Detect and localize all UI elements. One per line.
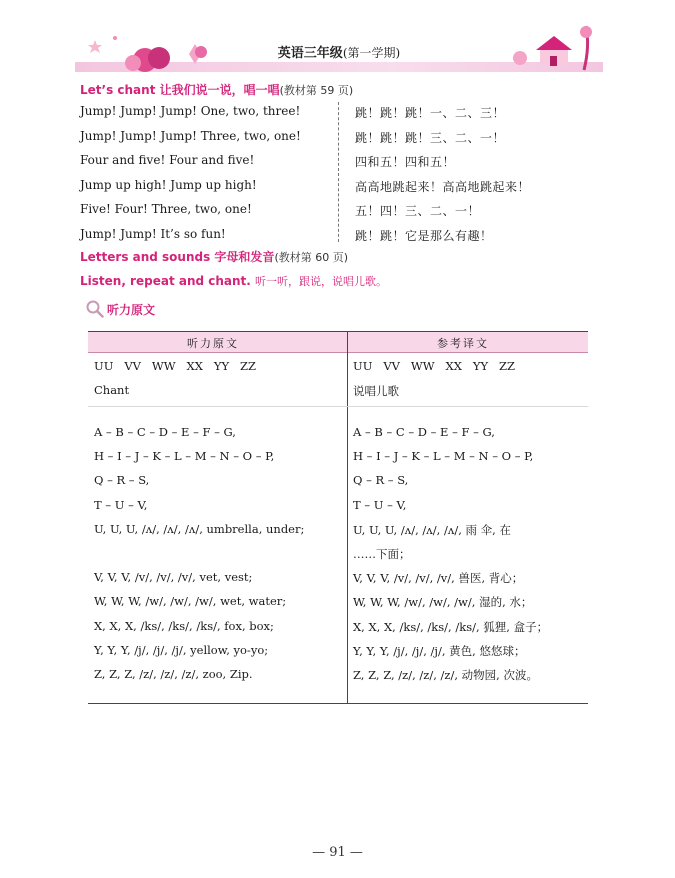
left-cell-a: [94, 359, 256, 407]
header-original-text: 听力原文: [187, 337, 239, 350]
letters-line: UU VV WW XX YY ZZ: [94, 359, 257, 373]
script-line: A – B – C – D – E – F – G,: [94, 425, 236, 439]
right-cell-b: [353, 425, 548, 691]
script-line: Y, Y, Y, /j/, /j/, /j/, yellow, yo-yo;: [94, 642, 269, 657]
translation-line: Y, Y, Y, /j/, /j/, /j/, 黄色, 悠悠球；: [353, 643, 526, 658]
header-subtitle: (第一学期): [342, 46, 401, 60]
script-line: Z, Z, Z, /z/, /z/, /z/, zoo, Zip.: [94, 666, 253, 681]
table-header-row: [88, 332, 588, 353]
script-line: X, X, X, /ks/, /ks/, /ks/, fox, box;: [94, 618, 274, 633]
chant-line-chinese: 五！四！三、二、一！: [355, 204, 481, 218]
right-cell-a: [353, 359, 515, 407]
listening-script-title: [86, 300, 155, 318]
script-line: Q – R – S,: [94, 473, 150, 488]
script-line: V, V, V, /v/, /v/, /v/, vet, vest;: [94, 570, 253, 585]
translation-line: T – U – V,: [353, 497, 407, 512]
translation-line: ……下面；: [353, 546, 411, 561]
translation-line: U, U, U, /ʌ/, /ʌ/, /ʌ/, 雨 伞, 在: [353, 522, 511, 537]
letters-line: UU VV WW XX YY ZZ: [353, 359, 516, 373]
header-translation: 参考译文: [437, 337, 489, 350]
chant-line-chinese: 四和五！四和五！: [355, 155, 456, 169]
page-header: [75, 30, 603, 78]
chant-line-chinese: 跳！跳！它是那么有趣！: [355, 228, 493, 243]
chant-line-english: Jump up high! Jump up high!: [80, 177, 257, 192]
chant-line-english: Jump! Jump! Jump! One, two, three!: [80, 104, 301, 118]
chant-line: [80, 202, 520, 227]
chant-label: 说唱儿歌: [353, 384, 399, 399]
letters-page-note: (教材第 60 页): [274, 251, 349, 264]
chant-line-english: Jump! Jump! Jump! Three, two, one!: [80, 128, 301, 143]
chant-heading: [80, 81, 353, 98]
translation-line: V, V, V, /v/, /v/, /v/, 兽医, 背心；: [353, 571, 524, 586]
chant-page-note: (教材第 59 页): [279, 84, 354, 97]
chant-lines: [80, 104, 531, 251]
chant-heading-text: Let’s chant 让我们说一说，唱一唱: [80, 83, 280, 97]
script-line: W, W, W, /w/, /w/, /w/, wet, water;: [94, 594, 287, 609]
chant-label: Chant: [94, 383, 130, 398]
magnifier-icon: [86, 300, 104, 318]
instruction-english: Listen, repeat and chant.: [80, 274, 251, 288]
chant-line: [80, 153, 520, 178]
column-divider: [347, 331, 348, 703]
chant-line-english: Five! Four! Three, two, one!: [80, 202, 252, 216]
left-cell-b: [94, 425, 304, 691]
chant-line-chinese: 跳！跳！跳！三、二、一！: [355, 130, 506, 145]
header-title-text: 英语三年级: [277, 46, 343, 61]
chant-line-english: Jump! Jump! It’s so fun!: [80, 226, 226, 241]
listen-instruction: [80, 273, 387, 289]
chant-line: [80, 129, 520, 154]
chant-line-english: Four and five! Four and five!: [80, 153, 255, 167]
translation-line: H – I – J – K – L – M – N – O – P,: [353, 449, 534, 464]
letters-heading: [80, 248, 348, 265]
instruction-chinese: 听一听，跟说，说唱儿歌。: [255, 275, 388, 288]
script-line: H – I – J – K – L – M – N – O – P,: [94, 449, 275, 464]
translation-line: X, X, X, /ks/, /ks/, /ks/, 狐狸, 盒子；: [353, 619, 549, 634]
page-number: — 91 —: [312, 845, 363, 860]
letters-heading-text: Letters and sounds 字母和发音: [80, 250, 275, 264]
chant-line-chinese: 高高地跳起来！高高地跳起来！: [355, 179, 531, 194]
listening-script-title-text: 听力原文: [107, 302, 156, 317]
transcript-table: [88, 331, 588, 704]
translation-line: Z, Z, Z, /z/, /z/, /z/, 动物园, 次波。: [353, 667, 538, 682]
translation-line: Q – R – S,: [353, 473, 409, 488]
house-decoration-icon: [508, 22, 603, 74]
chant-line-chinese: 跳！跳！跳！一、二、三！: [355, 106, 506, 120]
chant-line: [80, 177, 531, 203]
script-line: U, U, U, /ʌ/, /ʌ/, /ʌ/, umbrella, under;: [94, 521, 305, 536]
translation-line: A – B – C – D – E – F – G,: [353, 425, 495, 439]
script-line: T – U – V,: [94, 497, 148, 512]
script-line: [94, 546, 304, 570]
translation-line: W, W, W, /w/, /w/, /w/, 湿的, 水；: [353, 595, 533, 610]
chant-line: [80, 104, 520, 129]
